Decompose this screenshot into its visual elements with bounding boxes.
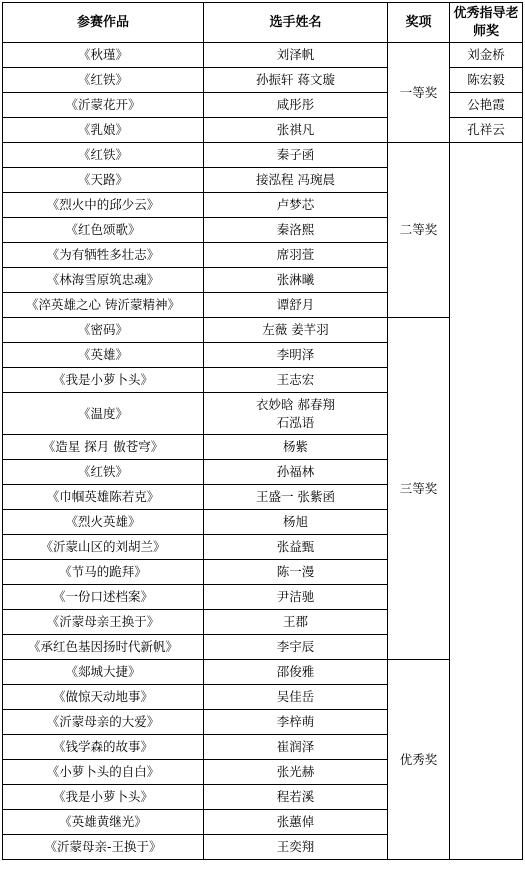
contestant-name-cell: 张光赫 (204, 760, 388, 785)
work-title-cell: 《沂蒙母亲王换于》 (3, 610, 204, 635)
contestant-name-cell: 席羽萱 (204, 243, 388, 268)
contestant-name-cell: 吴佳岳 (204, 685, 388, 710)
header-teacher-award: 优秀指导老师奖 (450, 3, 523, 43)
contestant-name-cell: 李梓萌 (204, 710, 388, 735)
contestant-name-cell: 张蕙倬 (204, 810, 388, 835)
work-title-cell: 《英雄》 (3, 343, 204, 368)
contestant-name-cell: 谭舒月 (204, 293, 388, 318)
work-title-cell: 《巾帼英雄陈若克》 (3, 485, 204, 510)
contestant-name-cell: 杨旭 (204, 510, 388, 535)
contestant-name-cell: 张益甄 (204, 535, 388, 560)
teacher-name-cell: 刘金桥 (450, 43, 523, 68)
contestant-name-cell: 孙振轩 蒋文璇 (204, 68, 388, 93)
work-title-cell: 《林海雪原筑忠魂》 (3, 268, 204, 293)
contestant-name-cell: 孙福林 (204, 460, 388, 485)
work-title-cell: 《钱学森的故事》 (3, 735, 204, 760)
work-title-cell: 《沂蒙母亲-王换于》 (3, 835, 204, 860)
contestant-name-cell: 邵俊雅 (204, 660, 388, 685)
header-row (3, 3, 523, 43)
contestant-name-cell: 王奕翔 (204, 835, 388, 860)
work-title-cell: 《红色颂歌》 (3, 218, 204, 243)
header-award: 奖项 (388, 3, 450, 43)
table-row (3, 318, 523, 343)
work-title-cell: 《乳娘》 (3, 118, 204, 143)
contestant-name-cell: 秦子函 (204, 143, 388, 168)
header-work: 参赛作品 (3, 3, 204, 43)
table-row (3, 143, 523, 168)
work-title-cell: 《小萝卜头的自白》 (3, 760, 204, 785)
contestant-name-cell: 左薇 姜芊羽 (204, 318, 388, 343)
contestant-name-cell: 衣妙晗 郝春翔 石泓语 (204, 393, 388, 435)
work-title-cell: 《我是小萝卜头》 (3, 368, 204, 393)
award-cell-third-prize: 三等奖 (388, 318, 450, 660)
award-cell-first-prize: 一等奖 (388, 43, 450, 143)
contestant-name-cell: 崔润泽 (204, 735, 388, 760)
work-title-cell: 《红铁》 (3, 460, 204, 485)
awards-body (3, 43, 523, 860)
teacher-name-cell: 孔祥云 (450, 118, 523, 143)
work-title-cell: 《沂蒙花开》 (3, 93, 204, 118)
contestant-name-cell: 刘泽帆 (204, 43, 388, 68)
contestant-name-cell: 王志宏 (204, 368, 388, 393)
award-cell-second-prize: 二等奖 (388, 143, 450, 318)
work-title-cell: 《天路》 (3, 168, 204, 193)
contestant-name-cell: 李宇辰 (204, 635, 388, 660)
work-title-cell: 《秋瑾》 (3, 43, 204, 68)
contestant-name-cell: 尹洁驰 (204, 585, 388, 610)
teacher-name-cell: 公艳霞 (450, 93, 523, 118)
work-title-cell: 《温度》 (3, 393, 204, 435)
work-title-cell: 《造星 探月 傲苍穹》 (3, 435, 204, 460)
teacher-name-cell: 陈宏毅 (450, 68, 523, 93)
work-title-cell: 《沂蒙山区的刘胡兰》 (3, 535, 204, 560)
work-title-cell: 《我是小萝卜头》 (3, 785, 204, 810)
contestant-name-cell: 卢梦芯 (204, 193, 388, 218)
contestant-name-cell: 王盛一 张紫函 (204, 485, 388, 510)
table-row (3, 660, 523, 685)
teacher-empty-cell (450, 143, 523, 860)
contestant-name-cell: 张淋曦 (204, 268, 388, 293)
table-row (3, 43, 523, 68)
contestant-name-cell: 接泓程 冯琬晨 (204, 168, 388, 193)
work-title-cell: 《节马的跪拜》 (3, 560, 204, 585)
contestant-name-cell: 杨紫 (204, 435, 388, 460)
work-title-cell: 《淬英雄之心 铸沂蒙精神》 (3, 293, 204, 318)
contestant-name-cell: 张祺凡 (204, 118, 388, 143)
work-title-cell: 《沂蒙母亲的大爱》 (3, 710, 204, 735)
contestant-name-cell: 王郡 (204, 610, 388, 635)
contestant-name-cell: 李明泽 (204, 343, 388, 368)
work-title-cell: 《郯城大捷》 (3, 660, 204, 685)
award-cell-honorable-mention: 优秀奖 (388, 660, 450, 860)
work-title-cell: 《红铁》 (3, 68, 204, 93)
header-contestant: 选手姓名 (204, 3, 388, 43)
contestant-name-cell: 陈一漫 (204, 560, 388, 585)
work-title-cell: 《一份口述档案》 (3, 585, 204, 610)
work-title-cell: 《做惊天动地事》 (3, 685, 204, 710)
work-title-cell: 《红铁》 (3, 143, 204, 168)
work-title-cell: 《烈火中的邱少云》 (3, 193, 204, 218)
work-title-cell: 《英雄黄继光》 (3, 810, 204, 835)
contestant-name-cell: 咸彤彤 (204, 93, 388, 118)
awards-table (2, 2, 523, 860)
contestant-name-cell: 程若溪 (204, 785, 388, 810)
work-title-cell: 《烈火英雄》 (3, 510, 204, 535)
work-title-cell: 《承红色基因扬时代新帆》 (3, 635, 204, 660)
contestant-name-cell: 秦洛熙 (204, 218, 388, 243)
work-title-cell: 《密码》 (3, 318, 204, 343)
work-title-cell: 《为有牺牲多壮志》 (3, 243, 204, 268)
